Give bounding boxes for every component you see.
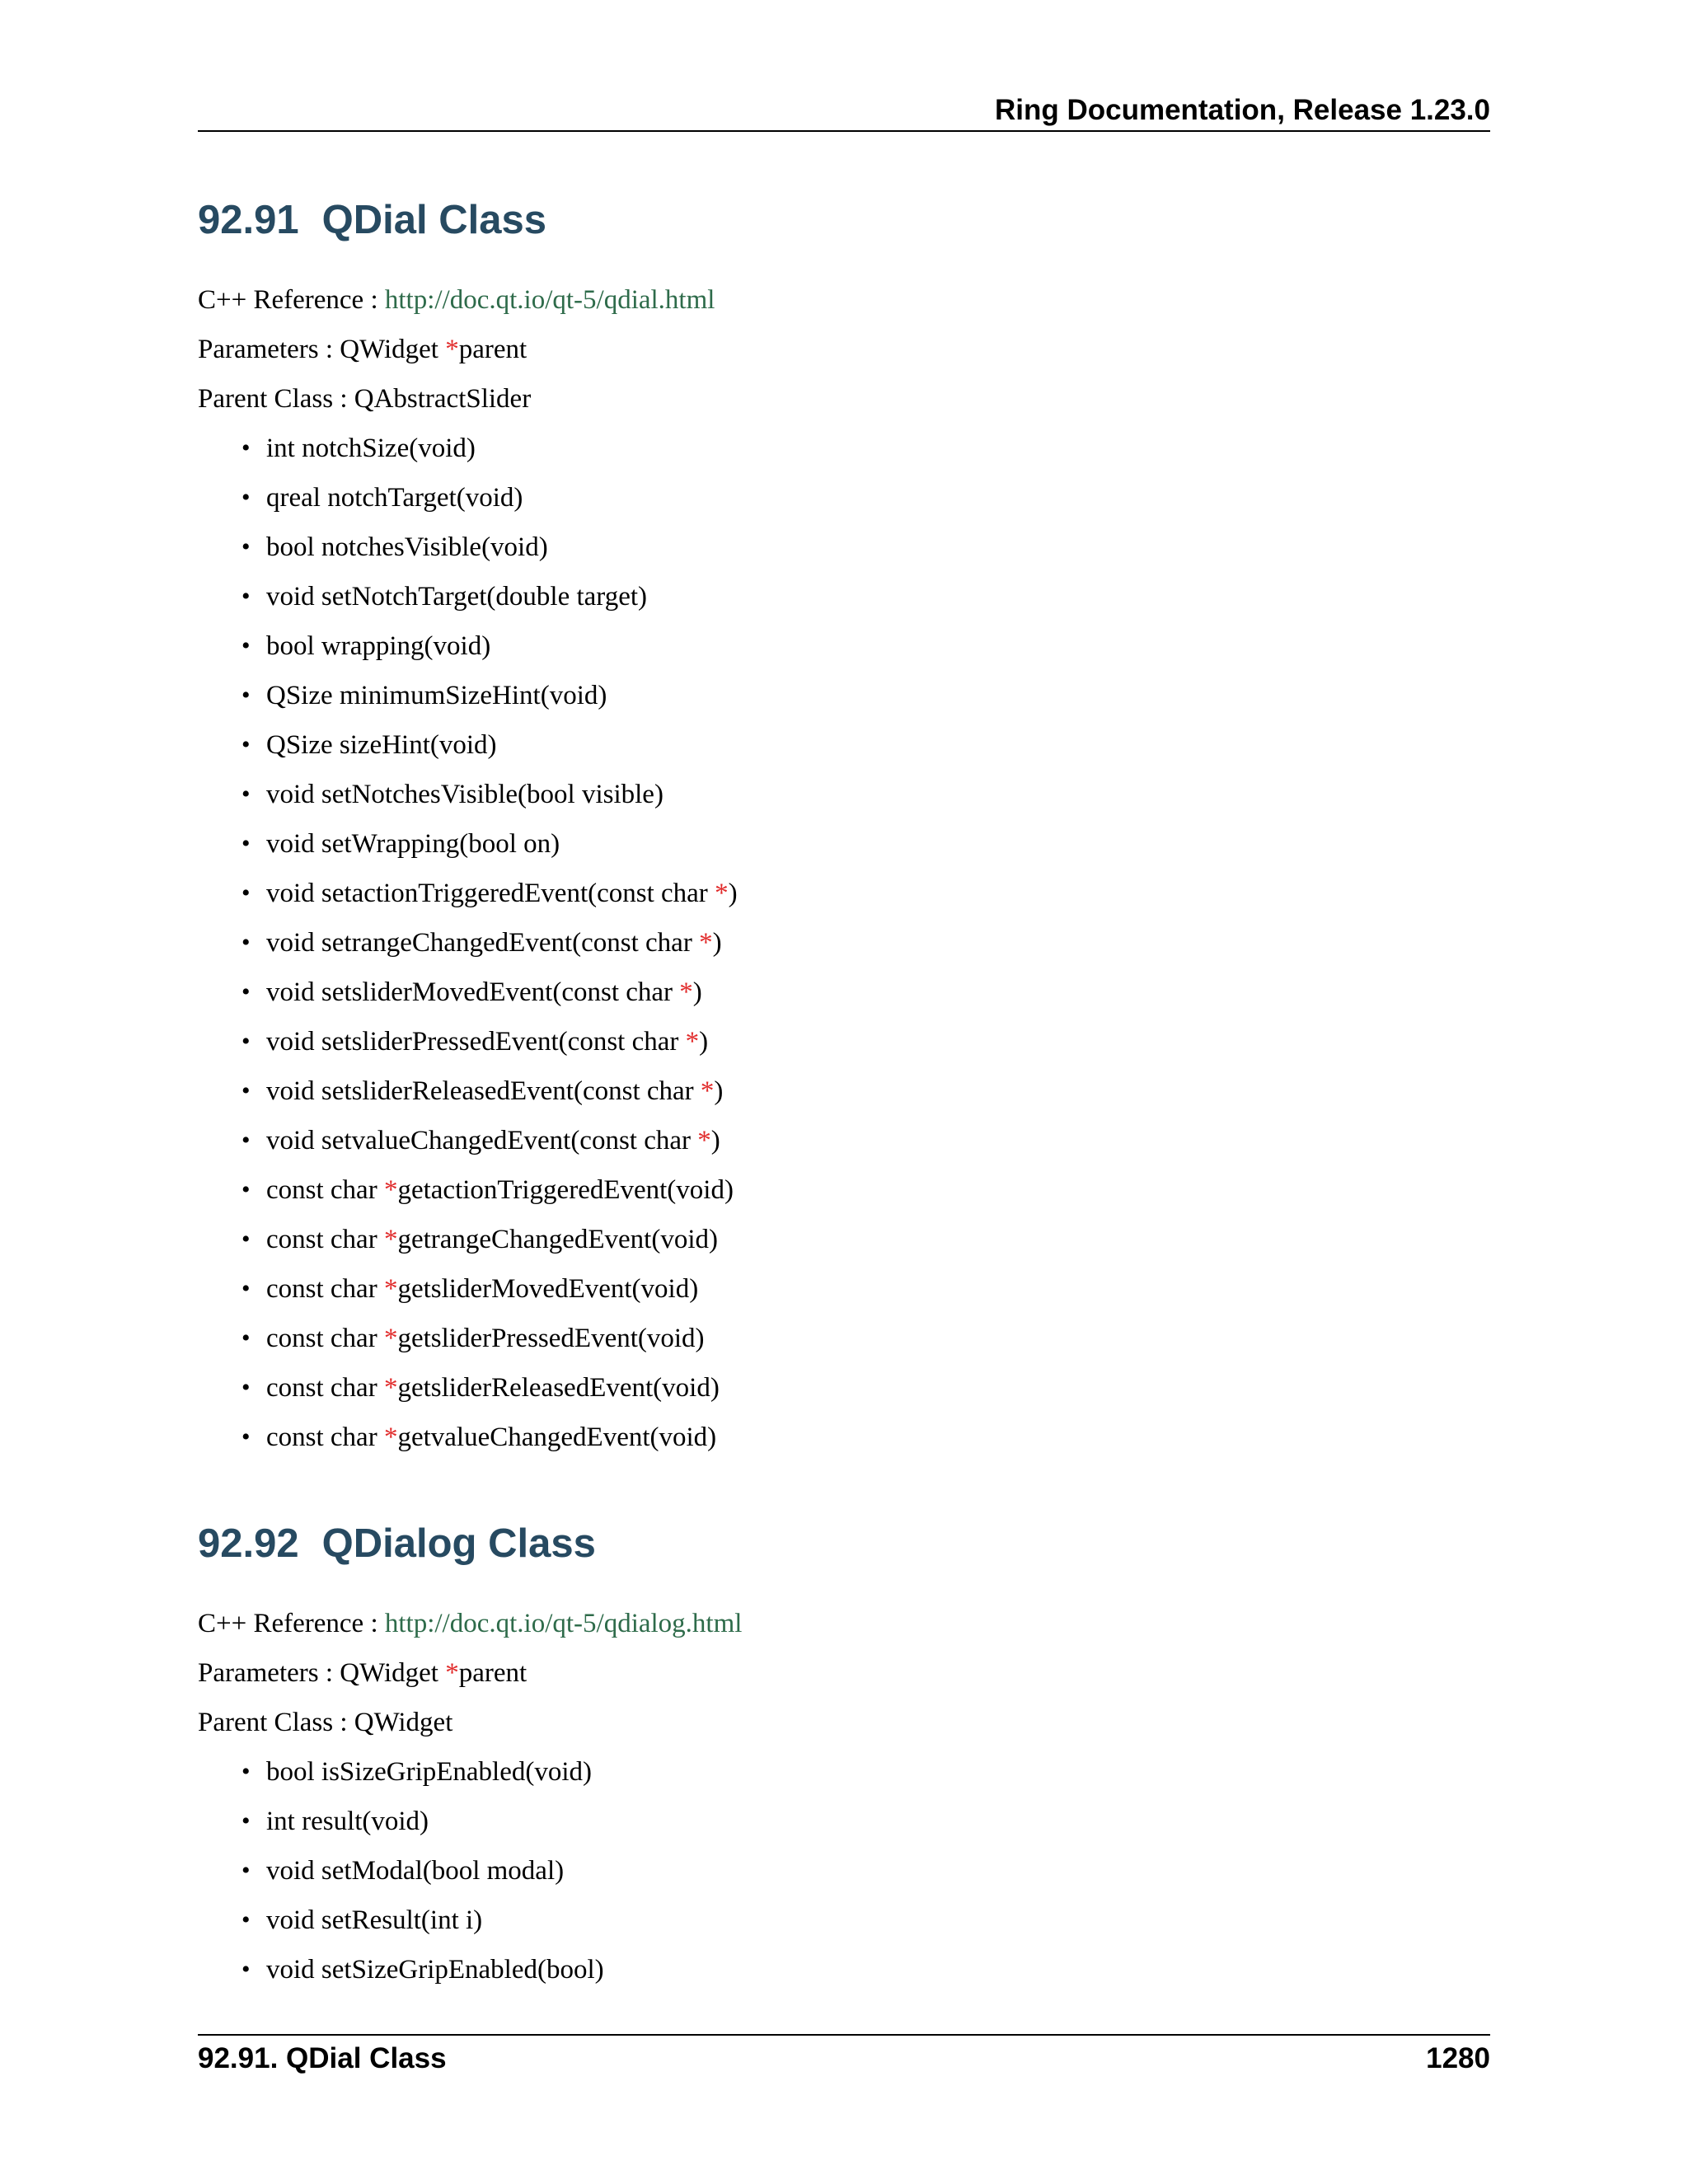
pointer-star: *: [679, 977, 693, 1007]
method-text: const char: [266, 1274, 384, 1304]
method-list: [198, 424, 1490, 1462]
method-item: [266, 473, 1490, 523]
method-item: [266, 1066, 1490, 1116]
section-heading: [198, 191, 1490, 249]
method-text: const char: [266, 1422, 384, 1452]
method-text: getvalueChangedEvent(void): [397, 1422, 717, 1452]
parameters-name: parent: [458, 1658, 528, 1688]
parent-class-label: Parent Class :: [198, 1708, 354, 1737]
pointer-star: *: [699, 928, 713, 958]
method-text: ): [699, 1027, 709, 1057]
section-number: 92.92: [198, 1521, 299, 1566]
section-title-text: QDial Class: [321, 198, 546, 242]
method-text: const char: [266, 1175, 384, 1205]
cpp-reference-label: C++ Reference :: [198, 285, 385, 315]
method-text: const char: [266, 1225, 384, 1254]
method-item: [266, 424, 1490, 473]
method-text: ): [712, 928, 722, 958]
section-heading: [198, 1515, 1490, 1572]
method-item: [266, 770, 1490, 819]
method-text: QSize minimumSizeHint(void): [266, 681, 607, 710]
header-rule: [198, 130, 1490, 132]
method-text: QSize sizeHint(void): [266, 730, 497, 760]
method-item: [266, 523, 1490, 572]
method-item: [266, 572, 1490, 621]
method-item: [266, 1413, 1490, 1462]
cpp-reference-link[interactable]: http://doc.qt.io/qt-5/qdialog.html: [384, 1609, 743, 1638]
method-item: [266, 621, 1490, 671]
parent-class-label: Parent Class :: [198, 384, 354, 414]
method-item: [266, 1116, 1490, 1165]
pointer-star: *: [697, 1126, 711, 1155]
method-item: [266, 1215, 1490, 1264]
method-text: getactionTriggeredEvent(void): [397, 1175, 734, 1205]
section-qdial: [198, 191, 1490, 1462]
parameters-type: QWidget: [340, 335, 446, 364]
method-text: ): [692, 977, 702, 1007]
method-text: void setsliderPressedEvent(const char: [266, 1027, 686, 1057]
pointer-star: *: [715, 879, 729, 908]
method-item: [266, 819, 1490, 869]
parameters-line: [198, 325, 1490, 374]
document-page: [198, 0, 1490, 2184]
method-item: [266, 1797, 1490, 1846]
method-text: const char: [266, 1324, 384, 1353]
method-text: void setModal(bool modal): [266, 1856, 565, 1886]
pointer-star: *: [445, 335, 459, 364]
method-item: [266, 1314, 1490, 1363]
footer-page-number: 1280: [1426, 2042, 1490, 2074]
pointer-star: *: [383, 1324, 398, 1353]
method-item: [266, 918, 1490, 968]
pointer-star: *: [445, 1658, 459, 1688]
method-text: int result(void): [266, 1807, 429, 1836]
method-text: void setrangeChangedEvent(const char: [266, 928, 700, 958]
section-number: 92.91: [198, 198, 299, 242]
method-text: void setNotchesVisible(bool visible): [266, 780, 663, 809]
section-title-text: QDialog Class: [321, 1521, 596, 1566]
method-text: ): [728, 879, 738, 908]
method-item: [266, 869, 1490, 918]
method-item: [266, 1846, 1490, 1896]
method-item: [266, 968, 1490, 1017]
method-text: getsliderReleasedEvent(void): [397, 1373, 720, 1403]
parameters-name: parent: [458, 335, 528, 364]
pointer-star: *: [685, 1027, 700, 1057]
method-text: void setWrapping(bool on): [266, 829, 560, 859]
method-item: [266, 671, 1490, 720]
method-text: void setResult(int i): [266, 1905, 483, 1935]
parameters-label: Parameters :: [198, 1658, 340, 1688]
method-text: ): [714, 1076, 724, 1106]
parameters-line: [198, 1648, 1490, 1698]
parameters-label: Parameters :: [198, 335, 340, 364]
footer-rule: [198, 2034, 1490, 2036]
running-header: Ring Documentation, Release 1.23.0: [994, 94, 1490, 126]
method-text: bool notchesVisible(void): [266, 532, 548, 562]
method-text: void setactionTriggeredEvent(const char: [266, 879, 715, 908]
method-item: [266, 1017, 1490, 1066]
pointer-star: *: [383, 1274, 398, 1304]
method-text: bool isSizeGripEnabled(void): [266, 1757, 593, 1787]
pointer-star: *: [700, 1076, 715, 1106]
footer-section-label: 92.91. QDial Class: [198, 2042, 447, 2074]
cpp-reference-line: [198, 1599, 1490, 1648]
method-item: [266, 1896, 1490, 1945]
parent-class-name: QWidget: [354, 1708, 453, 1737]
parent-class-line: [198, 1698, 1490, 1747]
parent-class-line: [198, 374, 1490, 424]
method-item: [266, 1747, 1490, 1797]
pointer-star: *: [383, 1373, 398, 1403]
pointer-star: *: [383, 1175, 398, 1205]
method-item: [266, 1945, 1490, 1994]
cpp-reference-label: C++ Reference :: [198, 1609, 385, 1638]
method-text: void setSizeGripEnabled(bool): [266, 1955, 604, 1985]
method-text: void setNotchTarget(double target): [266, 582, 647, 612]
method-text: getsliderMovedEvent(void): [397, 1274, 699, 1304]
method-text: void setvalueChangedEvent(const char: [266, 1126, 698, 1155]
method-list: [198, 1747, 1490, 1994]
method-text: void setsliderMovedEvent(const char: [266, 977, 680, 1007]
method-text: getrangeChangedEvent(void): [397, 1225, 718, 1254]
parent-class-name: QAbstractSlider: [354, 384, 532, 414]
method-text: getsliderPressedEvent(void): [397, 1324, 705, 1353]
method-item: [266, 720, 1490, 770]
parameters-type: QWidget: [340, 1658, 446, 1688]
method-text: void setsliderReleasedEvent(const char: [266, 1076, 701, 1106]
method-text: qreal notchTarget(void): [266, 483, 523, 513]
cpp-reference-link[interactable]: http://doc.qt.io/qt-5/qdial.html: [384, 285, 715, 315]
method-item: [266, 1363, 1490, 1413]
method-text: int notchSize(void): [266, 434, 476, 463]
method-item: [266, 1165, 1490, 1215]
pointer-star: *: [383, 1422, 398, 1452]
method-text: bool wrapping(void): [266, 631, 491, 661]
cpp-reference-line: [198, 275, 1490, 325]
method-item: [266, 1264, 1490, 1314]
pointer-star: *: [383, 1225, 398, 1254]
method-text: const char: [266, 1373, 384, 1403]
method-text: ): [710, 1126, 720, 1155]
section-qdialog: [198, 1515, 1490, 1994]
